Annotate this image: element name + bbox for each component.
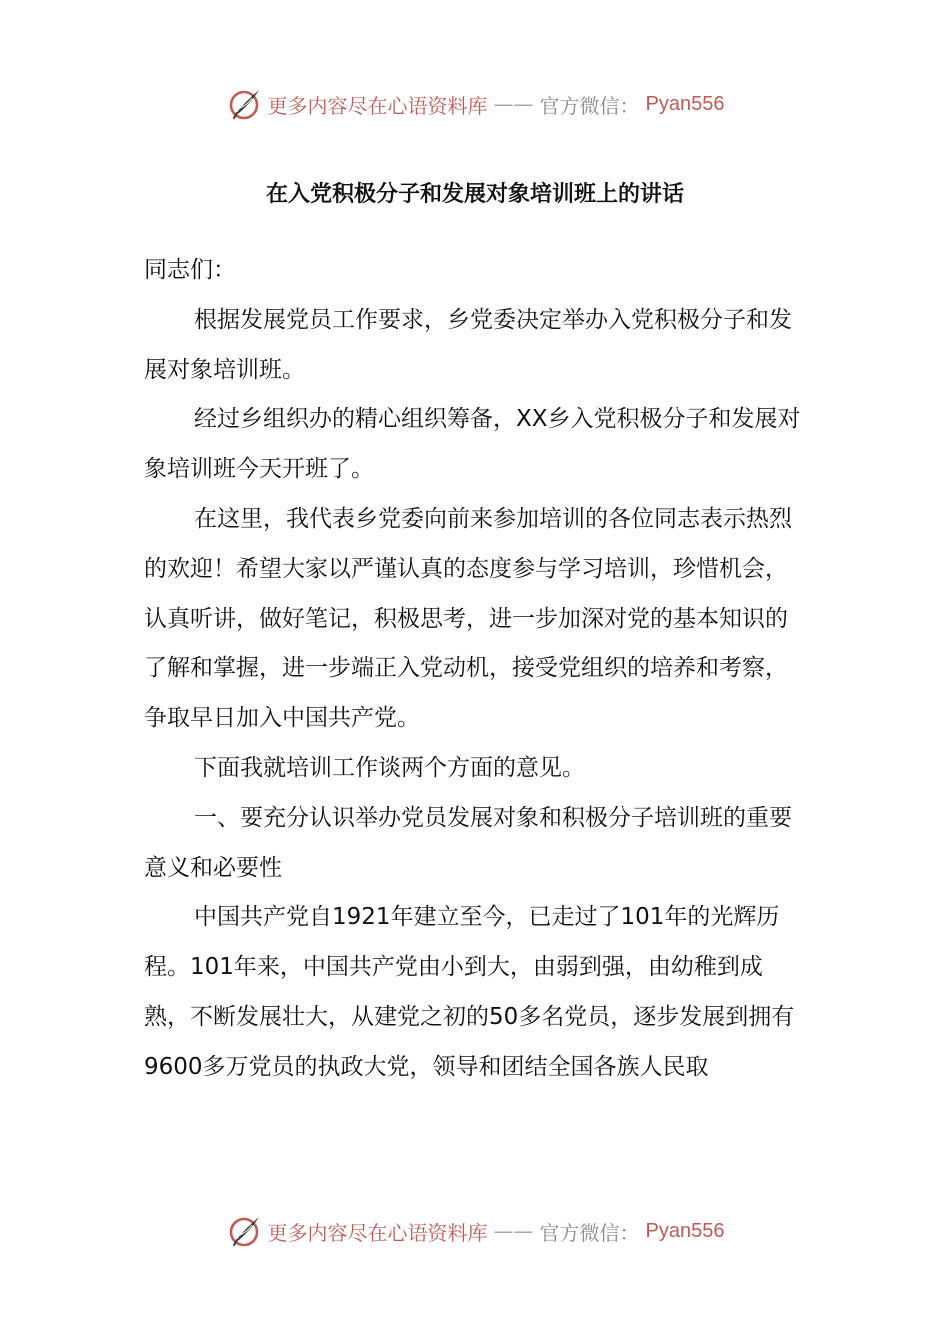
footer-wechat-id: Pyan556 (645, 1219, 725, 1242)
document-title: 在入党积极分子和发展对象培训班上的讲话 (265, 182, 684, 207)
header-brand-text: 更多内容尽在心语资料库 (267, 93, 488, 118)
header-wechat-id: Pyan556 (645, 92, 725, 115)
quill-pen-logo-icon (226, 86, 262, 122)
body-paragraph-2: 经过乡组织办的精心组织筹备，XX乡入党积极分子和发展对象培训班今天开班了。 (144, 406, 801, 483)
quill-pen-logo-icon (226, 1213, 262, 1249)
body-paragraph-3: 在这里，我代表乡党委向前来参加培训的各位同志表示热烈的欢迎！希望大家以严谨认真的态度参与学习培训，珍惜机会，认真听讲，做好笔记，积极思考，进一步加深对党的基本知识的了解和掌握，进一步端正入党动机，接受党组织的培养和考察，争取早日加入中国共产党。 (144, 505, 792, 732)
footer-wechat-label: 官方微信： (539, 1220, 640, 1245)
body-paragraph-1: 根据发展党员工作要求，乡党委决定举办入党积极分子和发展对象培训班。 (144, 306, 792, 383)
footer-dash: —— (493, 1219, 534, 1243)
footer-watermark-banner (0, 1211, 950, 1251)
body-paragraph-5: 中国共产党自1921年建立至今，已走过了101年的光辉历程。101年来，中国共产党由小到大，由弱到强，由幼稚到成熟，不断发展壮大，从建党之初的50多名党员，逐步发展到拥有9600多万党员的执政大党，领导和团结全国各族人民取 (144, 904, 795, 1080)
section-heading-1: 一、要充分认识举办党员发展对象和积极分子培训班的重要意义和必要性 (144, 804, 792, 881)
body-paragraph-4: 下面我就培训工作谈两个方面的意见。 (194, 754, 585, 781)
header-dash: —— (493, 92, 534, 116)
salutation: 同志们： (144, 257, 236, 283)
header-wechat-label: 官方微信： (539, 93, 640, 118)
document-body (144, 246, 808, 1093)
footer-brand-text: 更多内容尽在心语资料库 (267, 1220, 488, 1245)
header-watermark-banner (0, 84, 950, 124)
